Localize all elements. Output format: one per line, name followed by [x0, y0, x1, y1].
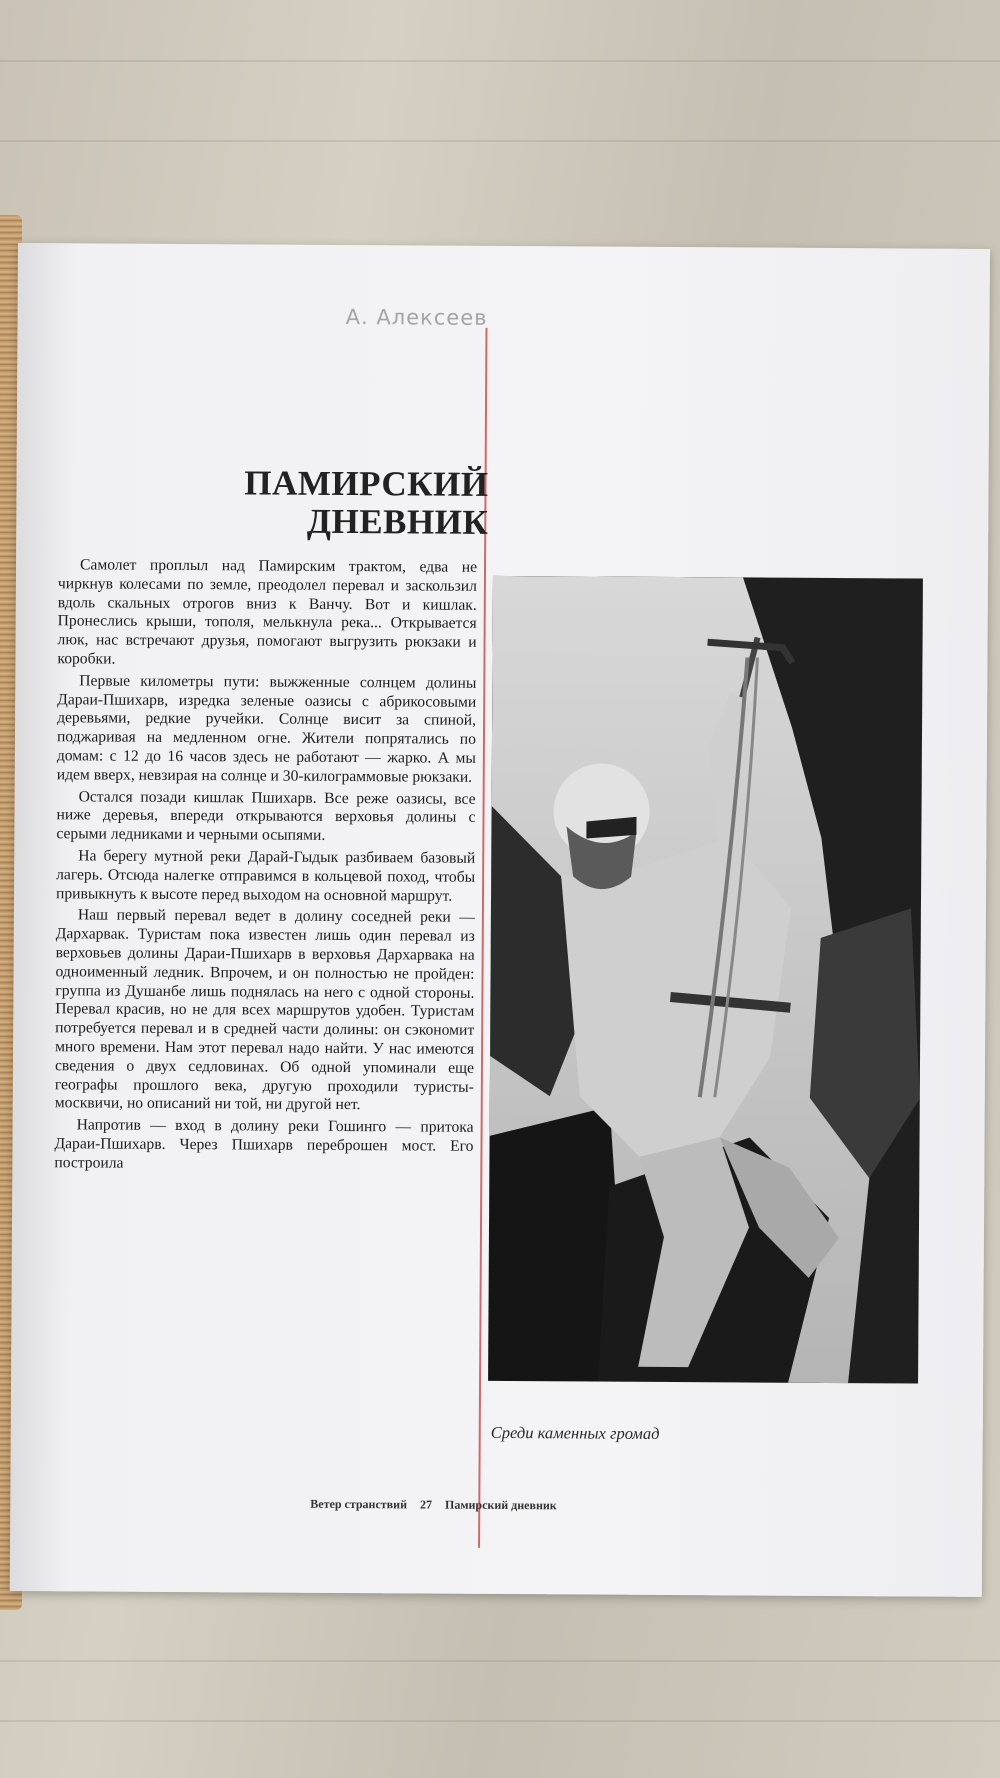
book-page — [10, 243, 990, 1597]
paragraph: Наш первый перевал ведет в долину соседней реки — Дархарвак. Туристам пока известен лишь один перевал из верховьев долины Дараи-Пшихарв в верховья Дархарвака на одноименный ледник. Впрочем, и он полностью не пройден: группа из Душанбе лишь поднялась на него с одной стороны. Перевал красив, но не для всех маршрутов удобен. Туристам потребуется перевал и в средней части долины: он сэкономит много времени. Нам этот перевал надо найти. У нас имеются сведения о двух седловинах. Об одной упоминали еще географы прошлого века, другую проходили туристы-москвичи, но описаний ни той, ни другой нет. — [54, 906, 475, 1114]
section-name: Памирский дневник — [444, 1497, 557, 1513]
climber-photo — [488, 576, 923, 1384]
title-line-2: ДНЕВНИК — [306, 501, 489, 542]
wood-grain — [0, 60, 1000, 62]
article-title — [196, 464, 488, 542]
photo-caption: Среди каменных громад — [490, 1422, 660, 1443]
page-footer — [310, 1497, 830, 1515]
paragraph: На берегу мутной реки Дарай-Гыдык разбиваем базовый лагерь. Отсюда налегке отправимся в кольцевой поход, чтобы привыкнуть к высоте перед выходом на основной маршрут. — [55, 847, 476, 905]
paragraph: Первые километры пути: выжженные солнцем долины Дараи-Пшихарв, изредка зеленые оазисы с абрикосовыми деревьями, редкие ручейки. Солнце висит за спиной, поджаривая на медленном огне. Жители попрятались по домам: с 12 до 16 часов здесь не работают — жарко. А мы идем вверх, невзирая на солнце и 30-килограммовые рюкзаки. — [56, 672, 477, 786]
paragraph: Самолет проплыл над Памирским трактом, едва не чиркнув колесами по земле, преодолел перевал и заскользил вдоль скальных отрогов вниз к Ванчу. Вот и кишлак. Пронеслись крыши, тополя, мелькнула река... Открывается люк, нас встречают друзья, помогают выгрузить рюкзаки и коробки. — [57, 556, 478, 668]
paragraph: Остался позади кишлак Пшихарв. Все реже оазисы, все ниже деревья, впереди открываются верховья долины с серыми ледниками и черными осыпями. — [56, 787, 476, 845]
climber-photo-illustration — [488, 576, 923, 1384]
article-body — [54, 556, 477, 1178]
wood-grain — [0, 1660, 1000, 1662]
page-number: 27 — [419, 1497, 433, 1512]
wood-grain — [0, 1720, 1000, 1722]
author-name: А. Алексеев — [345, 305, 488, 330]
title-line-1: ПАМИРСКИЙ — [244, 463, 489, 504]
magazine-name: Ветер странствий — [310, 1496, 408, 1512]
wood-grain — [0, 140, 1000, 142]
paragraph: Напротив — вход в долину реки Гошинго — притока Дараи-Пшихарв. Через Пшихарв переброшен мост. Его построила — [54, 1116, 474, 1172]
